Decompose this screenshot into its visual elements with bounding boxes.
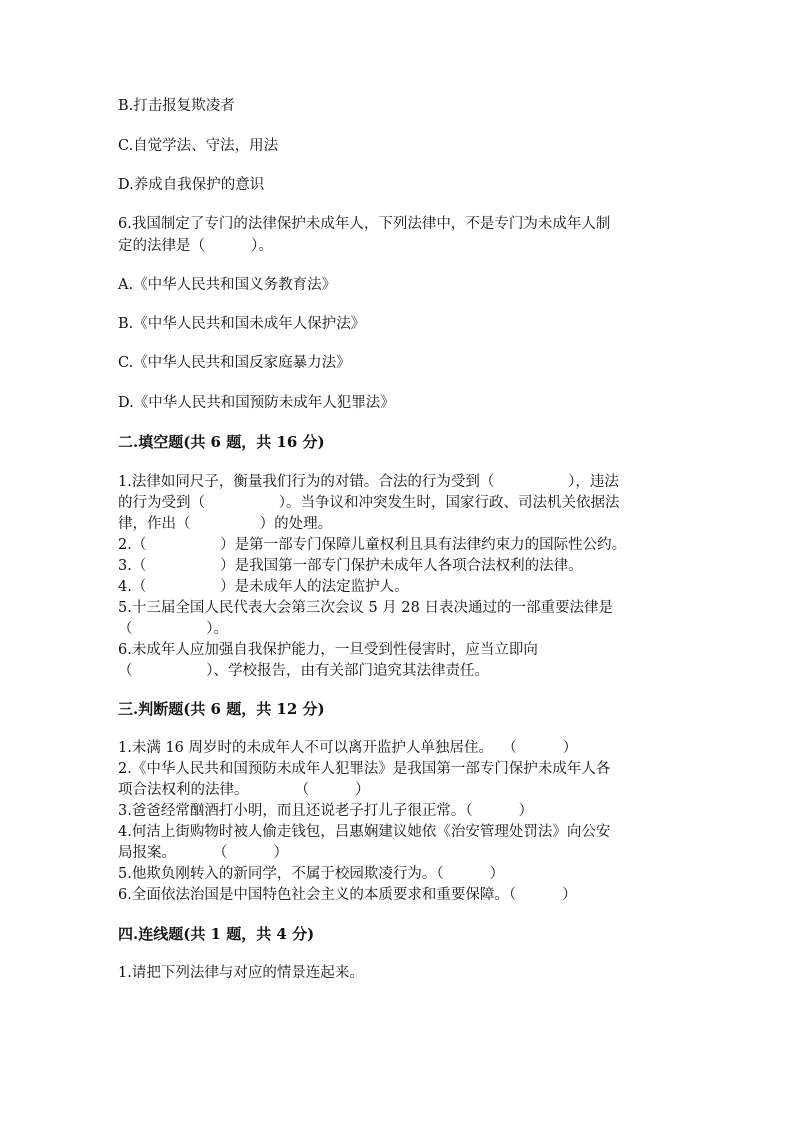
- q5-option-b: B.打击报复欺凌者: [118, 98, 235, 114]
- q6-stem-line2: 定的法律是（ ）。: [118, 238, 273, 254]
- s4-line: 1.请把下列法律与对应的情景连起来。: [118, 965, 364, 981]
- q6-option-b: B.《中华人民共和国未成年人保护法》: [118, 316, 366, 332]
- s3-line: 5.他欺负刚转入的新同学，不属于校园欺凌行为。（ ）: [118, 866, 505, 882]
- s3-line: 项合法权利的法律。 （ ）: [118, 782, 370, 798]
- s2-line: 律，作出（ ）的处理。: [118, 516, 333, 532]
- section3-heading: 三.判断题(共 6 题，共 12 分): [118, 700, 325, 718]
- s2-line: 2.（ ）是第一部专门保障儿童权利且具有法律约束力的国际性公约。: [118, 537, 627, 553]
- s2-line: 的行为受到（ ）。当争议和冲突发生时，国家行政、司法机关依据法: [118, 495, 620, 511]
- s3-line: 6.全面依法治国是中国特色社会主义的本质要求和重要保障。（ ）: [118, 887, 577, 903]
- s3-line: 4.何洁上街购物时被人偷走钱包，吕惠娴建议她依《治安管理处罚法》向公安: [118, 824, 611, 840]
- section2-heading: 二.填空题(共 6 题，共 16 分): [118, 433, 325, 451]
- q6-option-d: D.《中华人民共和国预防未成年人犯罪法》: [118, 395, 395, 411]
- s3-line: 局报案。 （ ）: [118, 845, 288, 861]
- section4-heading: 四.连线题(共 1 题，共 4 分): [118, 925, 315, 943]
- q5-option-d: D.养成自我保护的意识: [118, 177, 265, 193]
- q6-option-c: C.《中华人民共和国反家庭暴力法》: [118, 355, 351, 371]
- s2-line: 1.法律如同尺子，衡量我们行为的对错。合法的行为受到（ ），违法: [118, 474, 619, 490]
- s3-line: 1.未满 16 周岁时的未成年人不可以离开监护人单独居住。 （ ）: [118, 740, 578, 756]
- s2-line: 6.未成年人应加强自我保护能力，一旦受到性侵害时，应当立即向: [118, 642, 538, 658]
- q6-option-a: A.《中华人民共和国义务教育法》: [118, 277, 337, 293]
- s2-line: 3.（ ）是我国第一部专门保护未成年人各项合法权利的法律。: [118, 558, 583, 574]
- s2-line: 4.（ ）是未成年人的法定监护人。: [118, 579, 409, 595]
- s2-line: （ ）、学校报告，由有关部门追究其法律责任。: [118, 663, 489, 679]
- s2-line: 5.十三届全国人民代表大会第三次会议 5 月 28 日表决通过的一部重要法律是: [118, 600, 613, 616]
- s3-line: 3.爸爸经常酗酒打小明，而且还说老子打儿子很正常。（ ）: [118, 803, 534, 819]
- s2-line: （ ）。: [118, 621, 228, 637]
- q5-option-c: C.自觉学法、守法，用法: [118, 138, 279, 154]
- q6-stem-line1: 6.我国制定了专门的法律保护未成年人，下列法律中，不是专门为未成年人制: [118, 216, 611, 232]
- s3-line: 2.《中华人民共和国预防未成年人犯罪法》是我国第一部专门保护未成年人各: [118, 761, 611, 777]
